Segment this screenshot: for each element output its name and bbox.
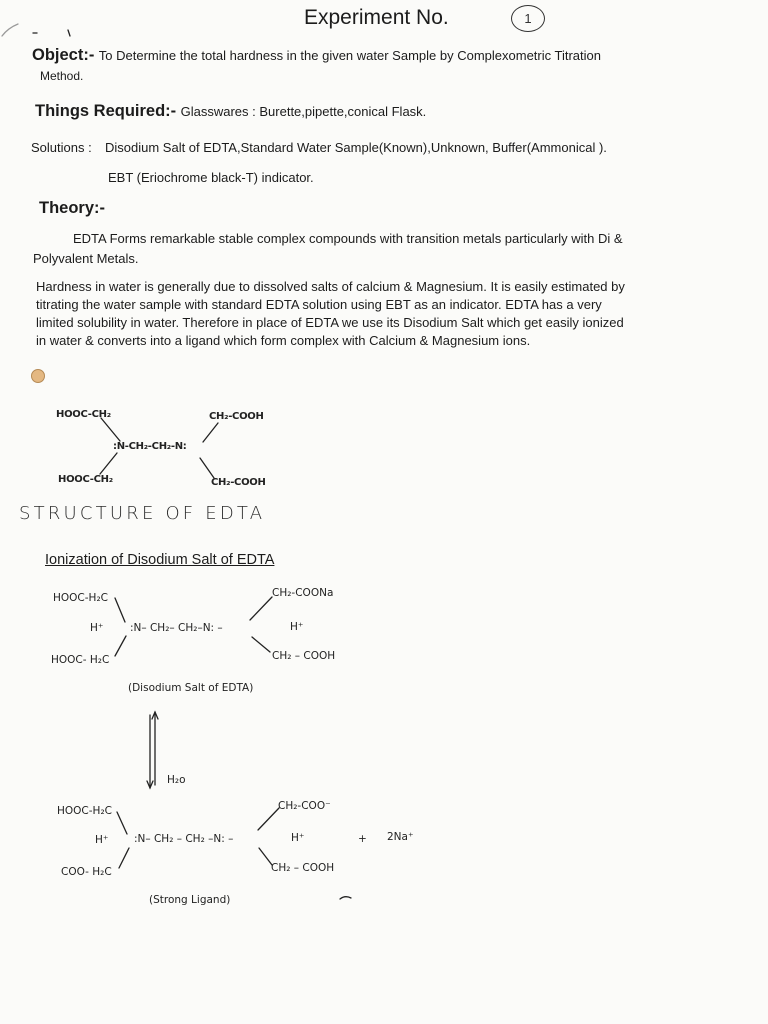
- theory-para1-line2: Polyvalent Metals.: [33, 251, 139, 266]
- ligand-bottom-left: COO- H₂C: [61, 866, 112, 878]
- object-label: Object:-: [32, 46, 95, 64]
- ligand-h-right: H⁺: [291, 832, 305, 844]
- ligand-bond-top-left: [117, 812, 127, 834]
- edta-bond-top-left: [101, 418, 120, 441]
- edta-center: :N-CH₂-CH₂-N:: [113, 441, 187, 452]
- edta-top-right: CH₂-COOH: [209, 411, 264, 422]
- theory-para1-line1: EDTA Forms remarkable stable complex compounds with transition metals particularly with Di &: [73, 231, 623, 246]
- disodium-bond-top-left: [115, 598, 125, 622]
- things-required-label: Things Required:-: [35, 102, 177, 120]
- theory-label: Theory:-: [39, 199, 105, 217]
- disodium-bond-bottom-right: [252, 637, 270, 652]
- object-text: To Determine the total hardness in the given water Sample by Complexometric Titration: [98, 48, 601, 63]
- ligand-caption: (Strong Ligand): [149, 894, 231, 906]
- disodium-caption: (Disodium Salt of EDTA): [128, 682, 254, 694]
- experiment-title: Experiment No.: [304, 6, 449, 29]
- bottom-scribble: [340, 897, 351, 899]
- ligand-bottom-right: CH₂ – COOH: [271, 862, 335, 874]
- experiment-number-circle: 1: [511, 5, 545, 32]
- margin-tick-2: [68, 30, 70, 36]
- corner-scribble: [2, 24, 18, 36]
- solutions-line1: Disodium Salt of EDTA,Standard Water Sample(Known),Unknown, Buffer(Ammonical ).: [105, 140, 607, 155]
- edta-structure-caption: STRUCTURE OF EDTA: [19, 503, 266, 524]
- disodium-h-left: H⁺: [90, 622, 104, 634]
- edta-bottom-right: CH₂-COOH: [211, 477, 266, 488]
- disodium-bottom-left: HOOC- H₂C: [51, 654, 110, 666]
- glasswares-text: Glasswares : Burette,pipette,conical Flask.: [180, 104, 427, 119]
- ligand-top-right: CH₂-COO⁻: [278, 800, 331, 812]
- edta-bottom-left: HOOC-CH₂: [58, 474, 113, 485]
- ionization-heading: Ionization of Disodium Salt of EDTA: [45, 552, 275, 568]
- theory-para2-line4: in water & converts into a ligand which form complex with Calcium & Magnesium ions.: [36, 333, 531, 348]
- ligand-top-left: HOOC-H₂C: [57, 805, 112, 817]
- ligand-h-left: H⁺: [95, 834, 109, 846]
- ligand-bond-bottom-left: [119, 848, 129, 868]
- ligand-center: :N– CH₂ – CH₂ –N: –: [134, 833, 234, 845]
- reagent-water: H₂o: [167, 774, 186, 786]
- edta-top-left: HOOC-CH₂: [56, 409, 111, 420]
- solutions-label: Solutions :: [31, 140, 92, 155]
- theory-para2-line3: limited solubility in water. Therefore in place of EDTA we use its Disodium Salt which get easily ionized: [36, 315, 624, 330]
- object-text-cont: Method.: [40, 69, 84, 83]
- edta-bond-top-right: [203, 423, 218, 442]
- ligand-plus: +: [358, 833, 367, 845]
- ligand-sodium: 2Na⁺: [387, 831, 414, 843]
- disodium-bond-top-right: [250, 597, 272, 620]
- disodium-top-right: CH₂-COONa: [272, 587, 334, 599]
- ligand-bond-top-right: [258, 808, 279, 830]
- disodium-bottom-right: CH₂ – COOH: [272, 650, 336, 662]
- ligand-bond-bottom-right: [259, 848, 272, 865]
- disodium-bond-bottom-left: [115, 636, 126, 656]
- edta-bond-bottom-left: [100, 453, 117, 474]
- edta-bond-bottom-right: [200, 458, 214, 478]
- solutions-line2: EBT (Eriochrome black-T) indicator.: [108, 170, 314, 185]
- disodium-center: :N– CH₂– CH₂–N: –: [130, 622, 223, 634]
- theory-para2-line2: titrating the water sample with standard EDTA solution using EBT as an indicator. EDTA has a very: [36, 297, 602, 312]
- disodium-top-left: HOOC-H₂C: [53, 592, 108, 604]
- theory-para2-line1: Hardness in water is generally due to dissolved salts of calcium & Magnesium. It is easily estimated by: [36, 279, 625, 294]
- disodium-h-right: H⁺: [290, 621, 304, 633]
